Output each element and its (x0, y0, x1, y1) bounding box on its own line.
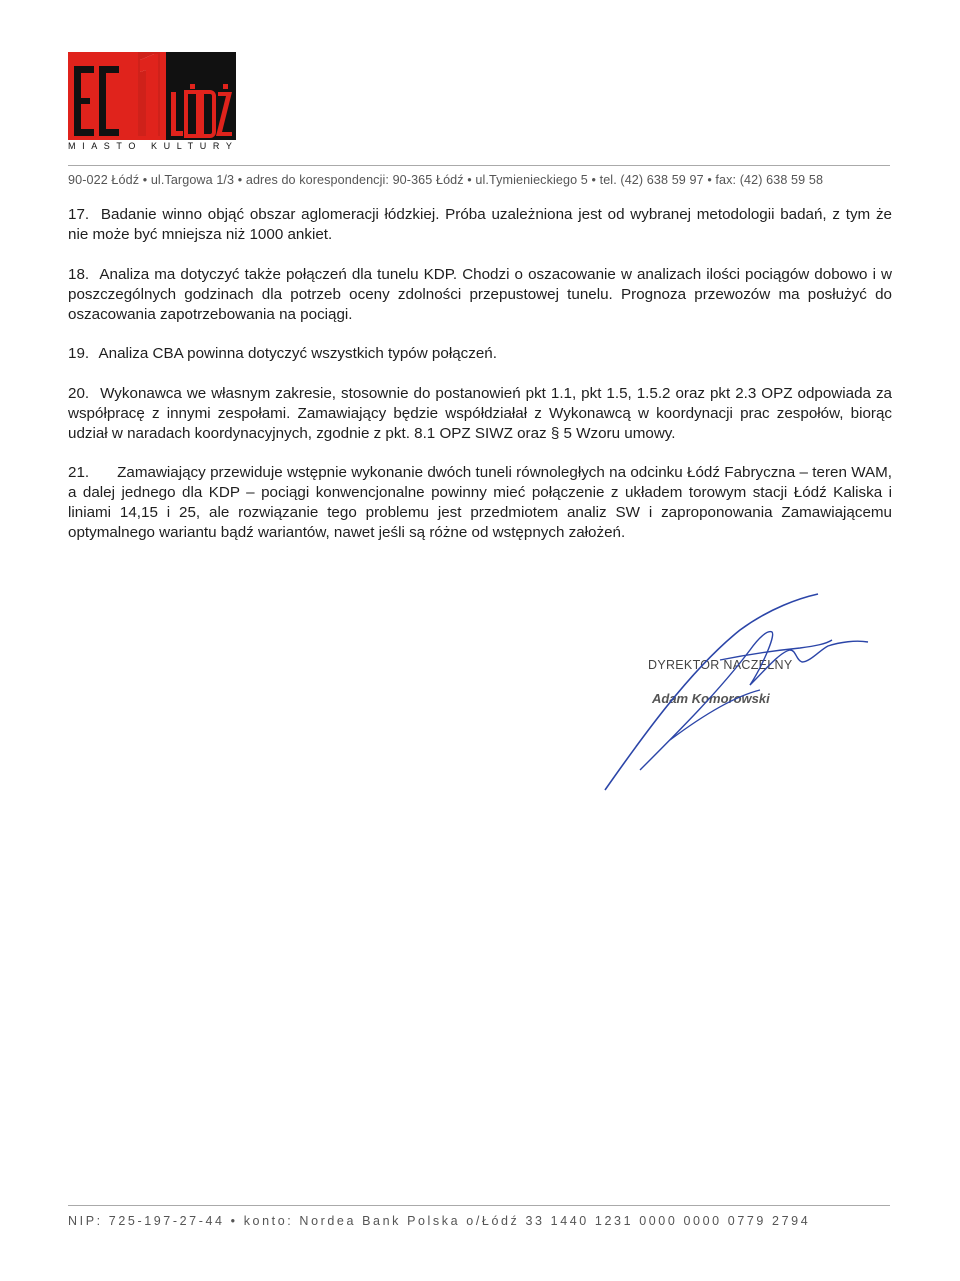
paragraph-20 (68, 384, 892, 444)
footer-bank-info: NIP: 725-197-27-44 • konto: Nordea Bank Polska o/Łódź 33 1440 1231 0000 0000 0779 2794 (68, 1214, 811, 1228)
paragraph-text: Wykonawca we własnym zakresie, stosownie do postanowień pkt 1.1, pkt 1.5, 1.5.2 oraz pkt 2.3 OPZ odpowiada za współpracę z innymi zespołami. Zamawiający będzie współdziałał z Wykonawcą w koordynacji prac zespołów, biorąc udział w naradach koordynacyjnych, zgodnie z pkt. 8.1 OPZ SIWZ oraz § 5 Wzoru umowy. (68, 384, 892, 442)
paragraph-text: Analiza ma dotyczyć także połączeń dla tunelu KDP. Chodzi o oszacowanie w analizach ilości pociągów dobowo i w poszczególnych godzinach dla potrzeb oceny zdolności przepustowej tunelu. Prognoza przewozów ma posłużyć do oszacowania zapotrzebowania na pociągi. (68, 265, 892, 323)
paragraph-17 (68, 205, 892, 245)
letter-body (68, 205, 892, 563)
paragraph-number: 19. (68, 345, 90, 362)
paragraph-number: 21. (68, 464, 90, 481)
signatory-title: DYREKTOR NACZELNY (648, 658, 793, 672)
paragraph-text: Zamawiający przewiduje wstępnie wykonanie dwóch tuneli równoległych na odcinku Łódź Fabryczna – teren WAM, a dalej jednego dla KDP – pociągi konwencjonalne powinny mieć połączenie z układem torowym stacji Łódź Kaliska i liniami 14,15 i 25, ale rozwiązanie tego problemu jest przedmiotem analiz SW i zaproponowania Zamawiającemu optymalnego wariantu bądź wariantów, nawet jeśli są różne od wstępnych założeń. (68, 464, 892, 541)
paragraph-number: 20. (68, 384, 90, 402)
paragraph-number: 18. (68, 265, 90, 283)
signature-block (600, 590, 890, 800)
header-address: 90-022 Łódź • ul.Targowa 1/3 • adres do korespondencji: 90-365 Łódź • ul.Tymienieckiego 5 • tel. (42) 638 59 97 • fax: (42) 638 59 58 (68, 173, 824, 187)
paragraph-text: Badanie winno objąć obszar aglomeracji łódzkiej. Próba uzależniona jest od wybranej metodologii badań, z tym że nie może być mniejsza niż 1000 ankiet. (68, 206, 892, 243)
paragraph-text: Analiza CBA powinna dotyczyć wszystkich typów połączeń. (98, 345, 497, 362)
handwritten-signature (600, 590, 890, 800)
signatory-name: Adam Komorowski (652, 691, 770, 706)
paragraph-19 (68, 344, 892, 364)
paragraph-18 (68, 265, 892, 325)
footer-divider (68, 1205, 890, 1206)
logo-subtitle: MIASTO KULTURY (68, 141, 239, 151)
header-divider (68, 165, 890, 166)
paragraph-21 (68, 463, 892, 543)
paragraph-number: 17. (68, 206, 90, 223)
ec1-lodz-logo (68, 52, 239, 152)
logo-graphic (68, 52, 239, 152)
